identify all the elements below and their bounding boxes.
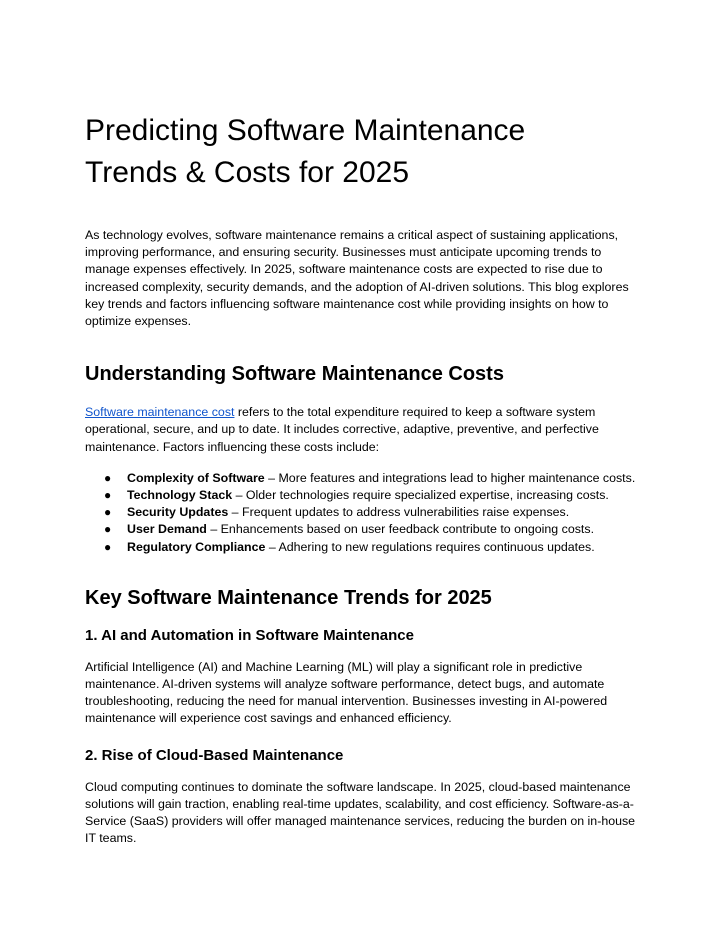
list-item xyxy=(85,470,645,487)
maintenance-cost-paragraph xyxy=(85,404,645,456)
maintenance-cost-text: refers to the total expenditure required to keep a software system operational, secure, and up to date. It includes corrective, adaptive, preventive, and perfective maintenance. Factors influencing these costs include: xyxy=(85,405,599,454)
list-item xyxy=(85,504,645,521)
list-item-term: User Demand xyxy=(127,522,207,537)
list-item-desc: – Enhancements based on user feedback contribute to ongoing costs. xyxy=(206,522,595,537)
section-heading-maintenance-costs: Understanding Software Maintenance Costs xyxy=(85,363,504,386)
bullet-icon: ● xyxy=(104,522,112,537)
list-item-desc: – Frequent updates to address vulnerabilities raise expenses. xyxy=(228,505,570,520)
bullet-icon: ● xyxy=(104,539,112,554)
list-item-desc: – Older technologies require specialized expertise, increasing costs. xyxy=(232,488,609,503)
cloud-maintenance-paragraph: Cloud computing continues to dominate the software landscape. In 2025, cloud-based maintenance solutions will gain traction, enabling real-time updates, scalability, and cost efficiency. Software-as-a-Service (SaaS) providers will offer managed maintenance services, reducing the burden on in-house IT teams. xyxy=(85,779,636,846)
page-title xyxy=(85,110,645,194)
software-maintenance-cost-link[interactable]: Software maintenance cost xyxy=(85,405,235,420)
cost-factors-list xyxy=(85,470,645,556)
intro-paragraph: As technology evolves, software maintenance remains a critical aspect of sustaining applications, improving performance, and ensuring security. Businesses must anticipate upcoming trends to manage expenses effectively. In 2025, software maintenance costs are expected to rise due to increased complexity, security demands, and the adoption of AI-driven solutions. This blog explores key trends and factors influencing software maintenance cost while providing insights on how to optimize expenses. xyxy=(85,228,629,329)
list-item xyxy=(85,521,645,538)
list-item-term: Regulatory Compliance xyxy=(127,539,266,554)
subheading-cloud-maintenance: 2. Rise of Cloud-Based Maintenance xyxy=(85,746,344,764)
document-page xyxy=(85,110,645,847)
list-item xyxy=(85,487,645,504)
title-line-2: Trends & Costs for 2025 xyxy=(85,156,410,189)
subheading-ai-automation: 1. AI and Automation in Software Maintenance xyxy=(85,626,414,644)
ai-automation-paragraph: Artificial Intelligence (AI) and Machine Learning (ML) will play a significant role in predictive maintenance. AI-driven systems will analyze software performance, detect bugs, and automate troubleshooting, reducing the need for manual intervention. Businesses investing in AI-powered maintenance will experience cost savings and enhanced efficiency. xyxy=(85,659,608,726)
list-item xyxy=(85,539,645,556)
title-line-1: Predicting Software Maintenance xyxy=(85,114,526,147)
list-item-desc: – Adhering to new regulations requires continuous updates. xyxy=(265,539,595,554)
list-item-term: Technology Stack xyxy=(127,488,233,503)
list-item-desc: – More features and integrations lead to higher maintenance costs. xyxy=(264,470,636,485)
bullet-icon: ● xyxy=(104,505,112,520)
list-item-term: Security Updates xyxy=(127,505,229,520)
list-item-term: Complexity of Software xyxy=(127,470,265,485)
bullet-icon: ● xyxy=(104,470,112,485)
bullet-icon: ● xyxy=(104,488,112,503)
section-heading-key-trends: Key Software Maintenance Trends for 2025 xyxy=(85,586,492,609)
